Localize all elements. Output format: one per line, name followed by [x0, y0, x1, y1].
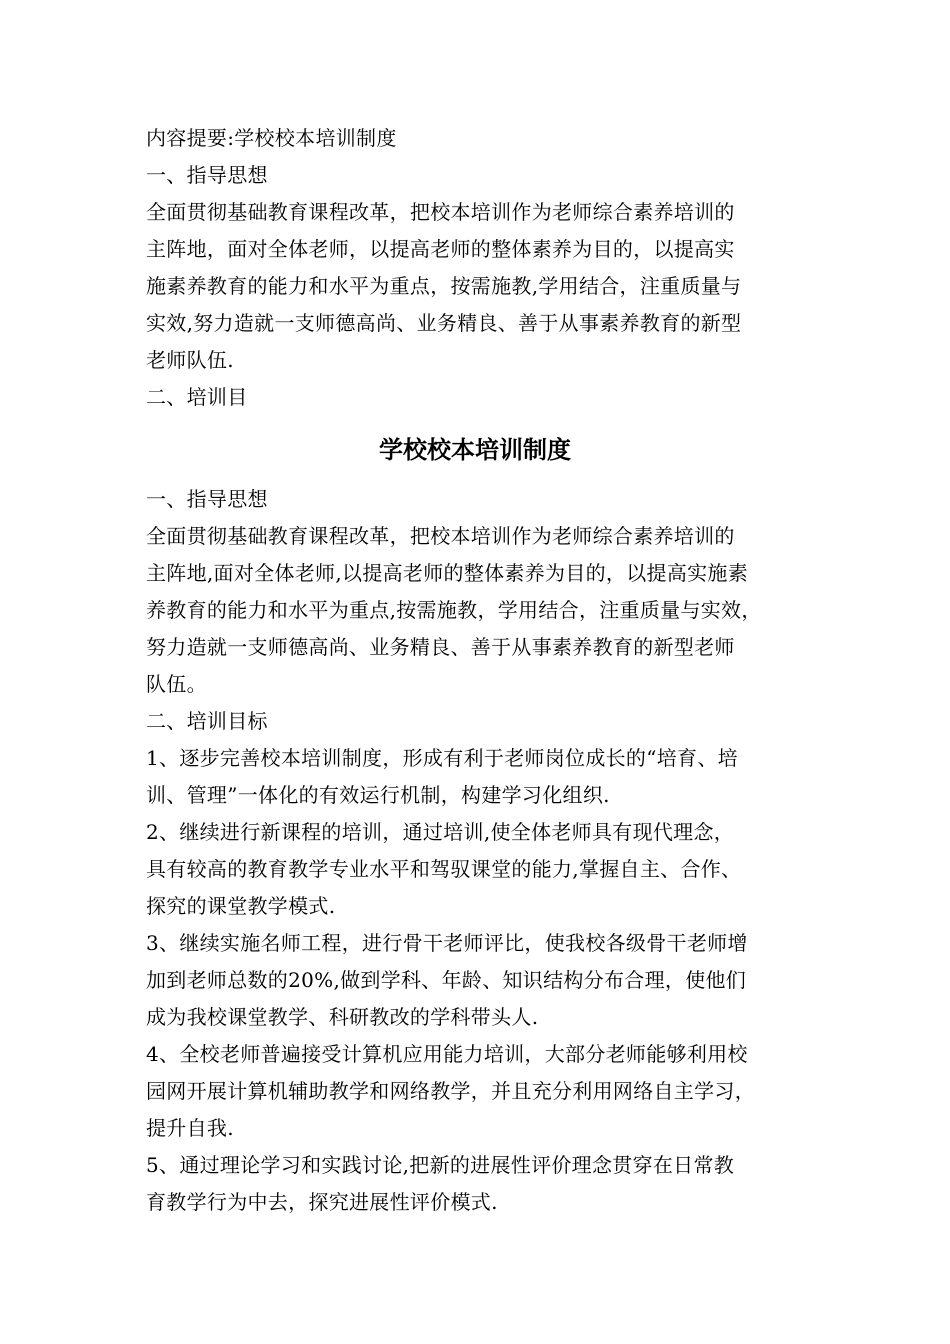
section1-heading: 一、指导思想	[146, 487, 268, 511]
summary-paragraph-line: 老师队伍.	[146, 348, 234, 372]
goal-item-2-line: 2、继续进行新课程的培训，通过培训,使全体老师具有现代理念，	[146, 820, 735, 844]
section1-paragraph-line: 全面贯彻基础教育课程改革，把校本培训作为老师综合素养培训的	[146, 524, 735, 548]
section1-paragraph-line: 主阵地,面对全体老师,以提高老师的整体素养为目的，以提高实施素	[146, 561, 749, 585]
goal-item-1-line: 1、逐步完善校本培训制度，形成有利于老师岗位成长的“培育、培	[146, 746, 738, 770]
goal-item-4-line: 4、全校老师普遍接受计算机应用能力培训，大部分老师能够利用校	[146, 1042, 748, 1066]
section2-heading: 二、培训目标	[146, 709, 268, 733]
goal-item-1-line: 训、管理”一体化的有效运行机制，构建学习化组织.	[146, 783, 610, 807]
goal-item-3-line: 加到老师总数的20%,做到学科、年龄、知识结构分布合理，使他们	[146, 968, 747, 992]
goal-item-2-line: 探究的课堂教学模式.	[146, 894, 336, 918]
section1-paragraph-line: 队伍。	[146, 672, 207, 696]
document-title: 学校校本培训制度	[379, 436, 571, 464]
goal-item-4-line: 提升自我.	[146, 1116, 234, 1140]
summary-paragraph-line: 全面贯彻基础教育课程改革，把校本培训作为老师综合素养培训的	[146, 200, 735, 224]
summary-label: 内容提要:学校校本培训制度	[146, 126, 397, 150]
goal-item-2-line: 具有较高的教育教学专业水平和驾驭课堂的能力,掌握自主、合作、	[146, 857, 742, 881]
summary-section2-heading: 二、培训目	[146, 385, 248, 409]
goal-item-3-line: 成为我校课堂教学、科研教改的学科带头人.	[146, 1005, 539, 1029]
document-body	[146, 120, 816, 1221]
section1-paragraph-line: 养教育的能力和水平为重点,按需施教，学用结合，注重质量与实效，	[146, 598, 762, 622]
summary-paragraph-line: 施素养教育的能力和水平为重点，按需施教,学用结合，注重质量与	[146, 274, 742, 298]
goal-item-4-line: 园网开展计算机辅助教学和网络教学，并且充分利用网络自主学习，	[146, 1079, 755, 1103]
goal-item-5-line: 育教学行为中去，探究进展性评价模式.	[146, 1190, 498, 1214]
goal-item-5-line: 5、通过理论学习和实践讨论,把新的进展性评价理念贯穿在日常教	[146, 1153, 735, 1177]
summary-section1-heading: 一、指导思想	[146, 163, 268, 187]
summary-paragraph-line: 实效,努力造就一支师德高尚、业务精良、善于从事素养教育的新型	[146, 311, 742, 335]
section1-paragraph-line: 努力造就一支师德高尚、业务精良、善于从事素养教育的新型老师	[146, 635, 735, 659]
summary-paragraph-line: 主阵地，面对全体老师，以提高老师的整体素养为目的，以提高实	[146, 237, 735, 261]
goal-item-3-line: 3、继续实施名师工程，进行骨干老师评比，使我校各级骨干老师增	[146, 931, 748, 955]
